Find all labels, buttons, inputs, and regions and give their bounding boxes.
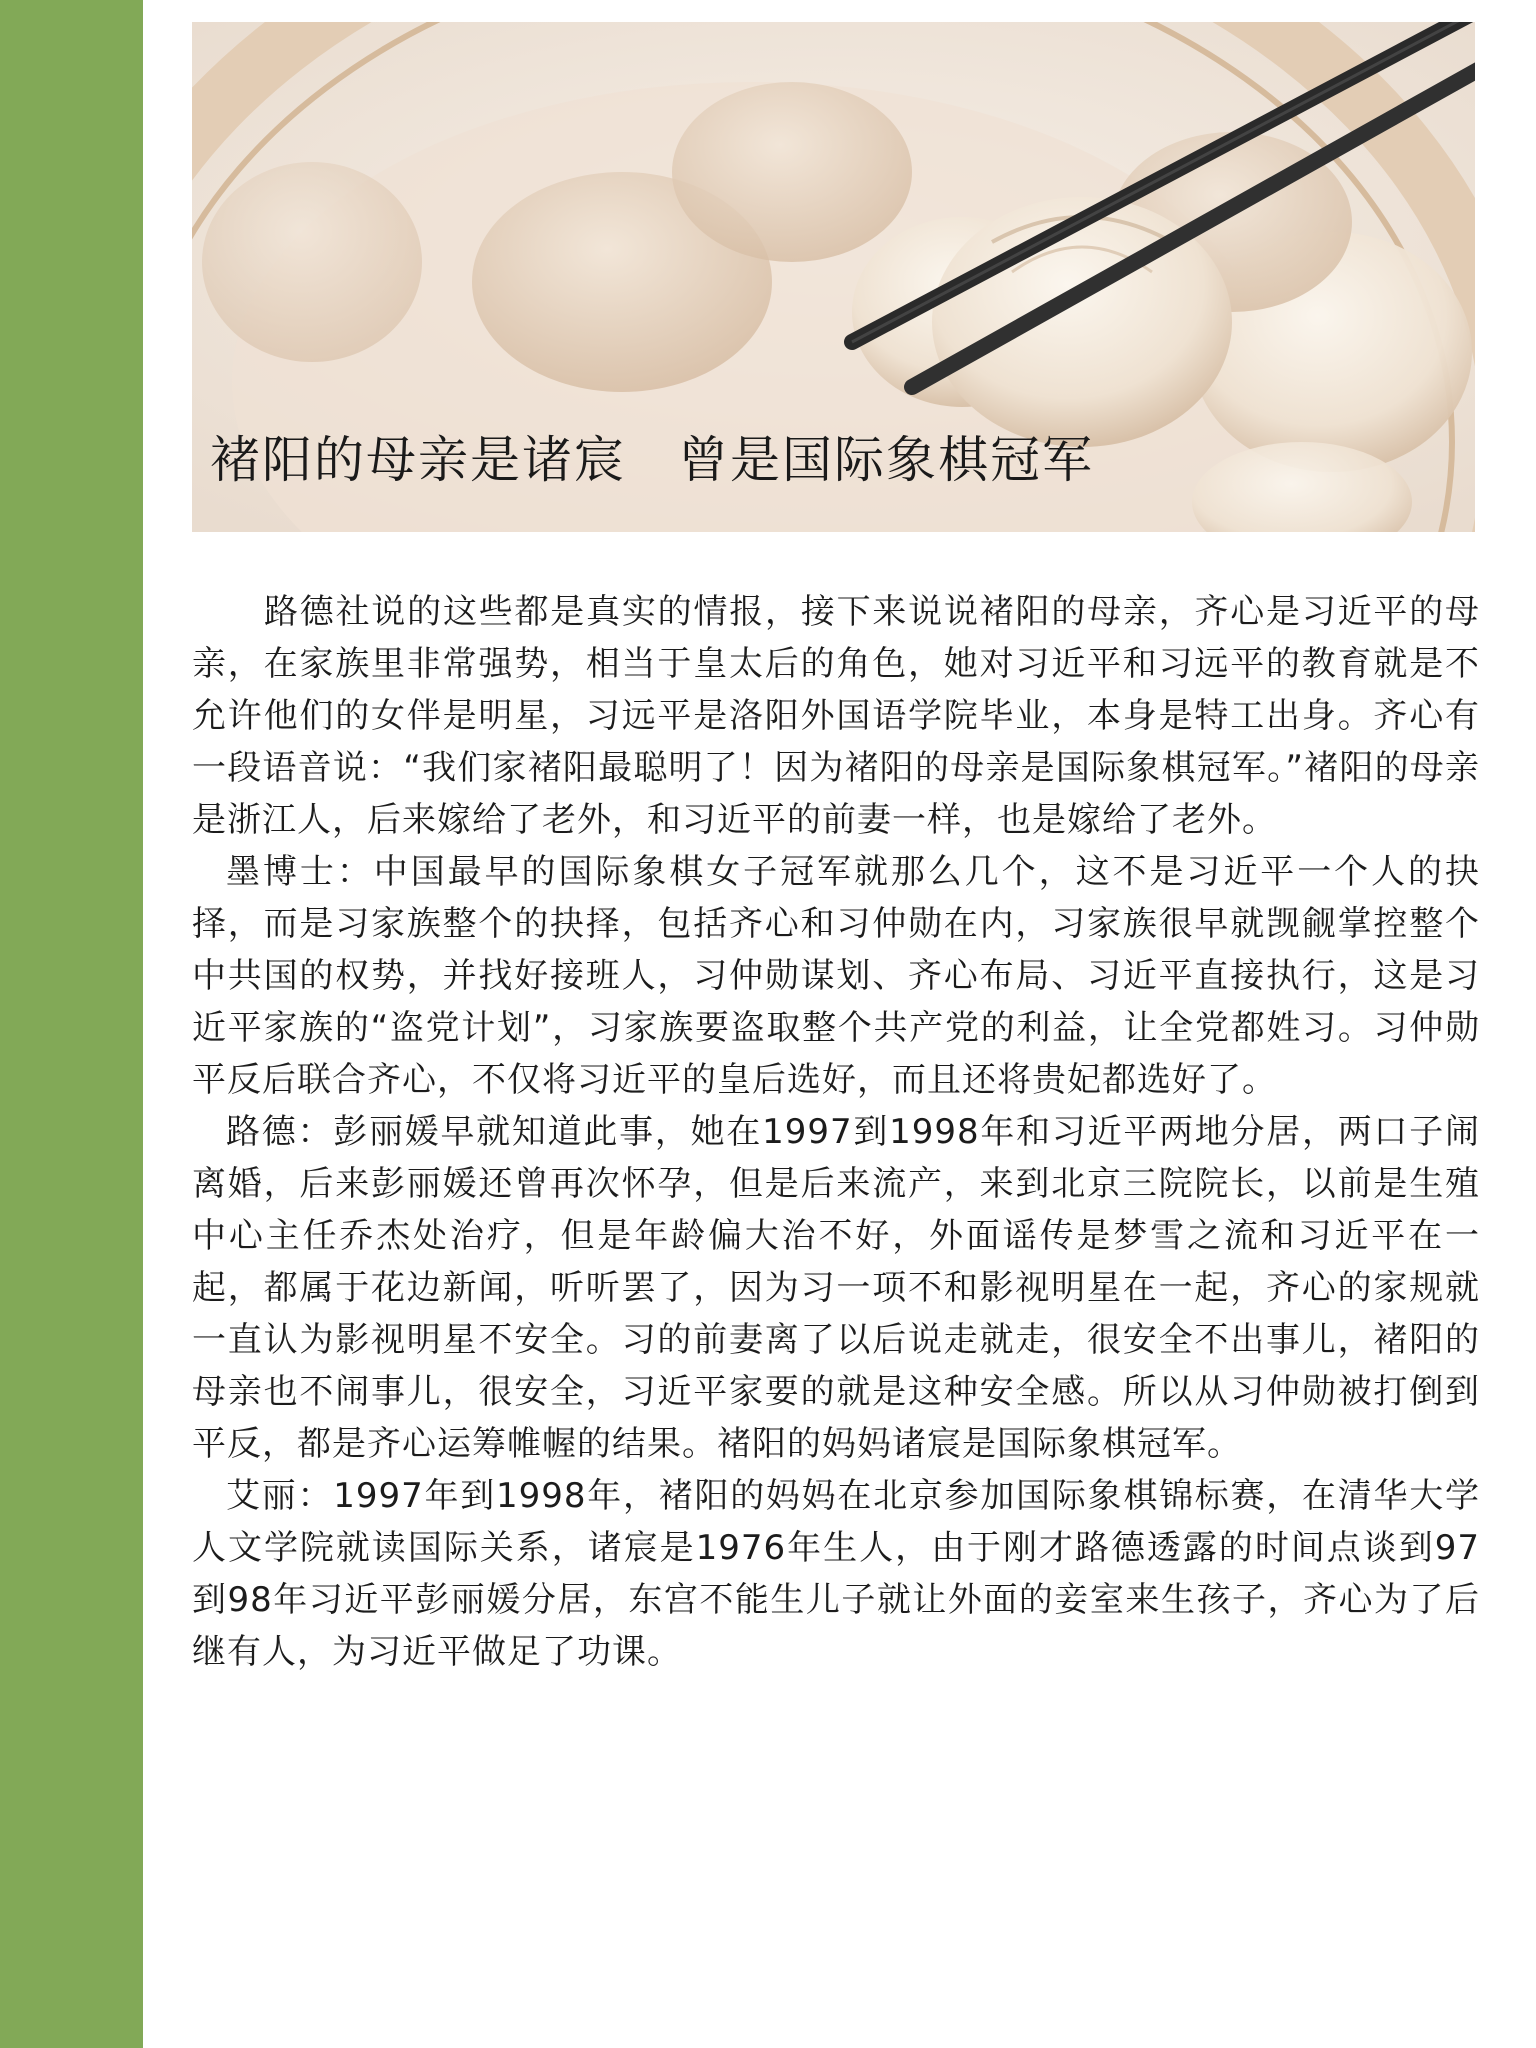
paragraph-3: 路德：彭丽媛早就知道此事，她在1997到1998年和习近平两地分居，两口子闹离婚，后来彭丽媛还曾再次怀孕，但是后来流产，来到北京三院院长，以前是生殖中心主任乔杰处治疗，但是年龄偏大治不好，外面谣传是梦雪之流和习近平在一起，都属于花边新闻，听听罢了，因为习一项不和影视明星在一起，齐心的家规就一直认为影视明星不安全。习的前妻离了以后说走就走，很安全不出事儿，褚阳的母亲也不闹事儿，很安全，习近平家要的就是这种安全感。所以从习仲勋被打倒到平反，都是齐心运筹帷幄的结果。褚阳的妈妈诸宸是国际象棋冠军。 <box>192 1112 1480 1464</box>
paragraph-2: 墨博士：中国最早的国际象棋女子冠军就那么几个，这不是习近平一个人的抉择，而是习家族整个的抉择，包括齐心和习仲勋在内，习家族很早就觊觎掌控整个中共国的权势，并找好接班人，习仲勋谋划、齐心布局、习近平直接执行，这是习近平家族的“盗党计划”，习家族要盗取整个共产党的利益，让全党都姓习。习仲勋平反后联合齐心，不仅将习近平的皇后选好，而且还将贵妃都选好了。 <box>192 852 1480 1100</box>
hero-title: 褚阳的母亲是诸宸 曾是国际象棋冠军 <box>210 431 1094 489</box>
hero-banner <box>192 22 1475 532</box>
paragraph-4: 艾丽：1997年到1998年，褚阳的妈妈在北京参加国际象棋锦标赛，在清华大学人文学院就读国际关系，诸宸是1976年生人，由于刚才路德透露的时间点谈到97到98年习近平彭丽媛分居，东宫不能生儿子就让外面的妾室来生孩子，齐心为了后继有人，为习近平做足了功课。 <box>192 1476 1480 1672</box>
article-body <box>192 586 1480 1678</box>
decorative-side-bar <box>0 0 143 2048</box>
paragraph-1: 路德社说的这些都是真实的情报，接下来说说褚阳的母亲，齐心是习近平的母亲，在家族里非常强势，相当于皇太后的角色，她对习近平和习远平的教育就是不允许他们的女伴是明星，习远平是洛阳外国语学院毕业，本身是特工出身。齐心有一段语音说：“我们家褚阳最聪明了！因为褚阳的母亲是国际象棋冠军。”褚阳的母亲是浙江人，后来嫁给了老外，和习近平的前妻一样，也是嫁给了老外。 <box>192 592 1480 840</box>
